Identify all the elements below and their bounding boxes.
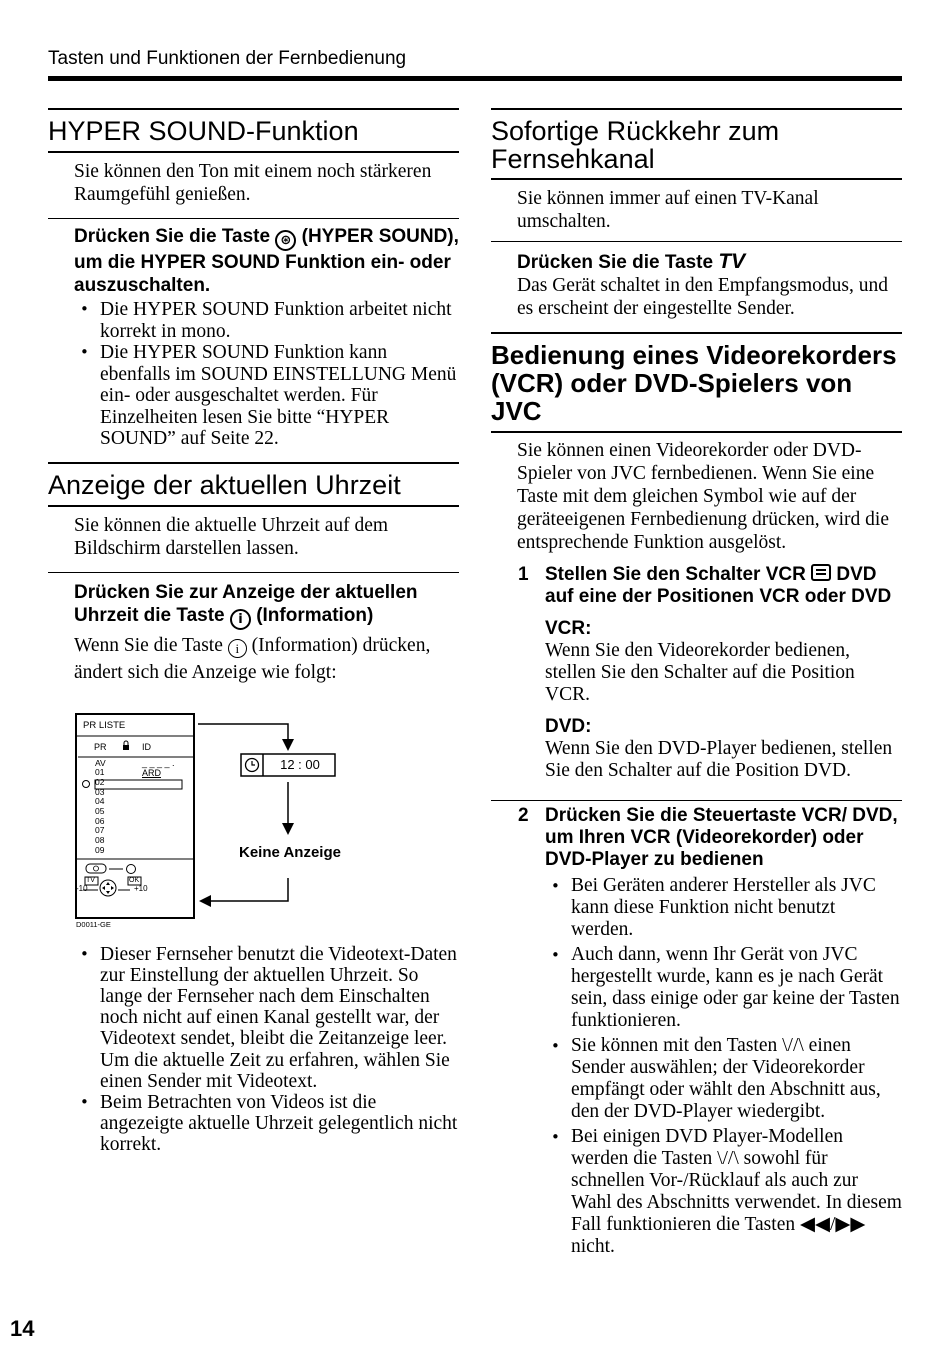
vcr-step-1	[491, 564, 902, 608]
clock-display-diagram	[48, 712, 459, 934]
tv-key-label: TV	[86, 876, 95, 884]
display-cycle-figure	[48, 712, 459, 934]
minus10-label: -10	[76, 883, 88, 893]
list-item: 06	[95, 815, 105, 826]
vcr-intro: Sie können einen Videorekorder oder DVD-Spieler von JVC fernbedienen. Wenn Sie eine Taste mit dem gleichen Symbol wie auf der geräteeigenen Fernbedienung drücken, wird die entsprechende Funktion ausgelöst.	[517, 440, 889, 553]
dvd-label: DVD:	[545, 716, 592, 737]
clock-body	[48, 632, 459, 686]
menu-col-pr: PR	[94, 741, 107, 752]
list-item: 04	[95, 796, 105, 807]
clock-time: 12 : 00	[280, 756, 320, 772]
plus10-label: +10	[134, 883, 148, 893]
section-title-tv-return: Sofortige Rückkehr zum Fernsehkanal	[491, 108, 902, 180]
list-item: • Auch dann, wenn Ihr Gerät von JVC hergestellt wurde, kann es je nach Gerät sein, dass einige oder gar keine der Tasten funktionieren.	[545, 944, 902, 1032]
hyper-sound-intro: Sie können den Ton mit einem noch stärkeren Raumgefühl genießen.	[48, 153, 459, 219]
step-divider	[491, 800, 902, 801]
list-item: • Bei Geräten anderer Hersteller als JVC kann diese Funktion nicht benutzt werden.	[545, 875, 902, 941]
clock-step	[48, 581, 459, 630]
step-text: DVD auf eine der Positionen VCR oder DVD	[545, 564, 892, 607]
clock-notes	[48, 944, 459, 1156]
running-head: Tasten und Funktionen der Fernbedienung	[48, 48, 407, 69]
hyper-sound-step	[48, 225, 459, 297]
list-item: • Die HYPER SOUND Funktion kann ebenfalls im SOUND EINSTELLUNG Menü ein- oder ausgeschaltet werden. Für Einzelheiten lesen Sie bitte “HYPER SOUND” auf Seite 22.	[74, 342, 459, 450]
no-display-label: Keine Anzeige	[239, 843, 341, 861]
menu-title: PR LISTE	[83, 719, 126, 731]
list-item: 02	[95, 776, 105, 787]
list-item: 05	[95, 806, 105, 817]
step-number: 2	[518, 805, 529, 826]
list-item: 03	[95, 786, 105, 797]
body-text: (Information) drücken, ändert sich die Anzeige wie folgt:	[74, 634, 431, 683]
list-item: 09	[95, 844, 105, 855]
ok-key-label: OK	[129, 876, 140, 884]
section-title-clock: Anzeige der aktuellen Uhrzeit	[48, 462, 459, 507]
list-item: • Beim Betrachten von Videos ist die angezeigte aktuelle Uhrzeit gelegentlich nicht korrekt.	[74, 1092, 459, 1156]
list-item: AV	[95, 757, 106, 768]
menu-col-id: ID	[142, 741, 151, 752]
right-column	[491, 108, 902, 1261]
page-number: 14	[10, 1316, 35, 1341]
list-item: • Die HYPER SOUND Funktion arbeitet nicht korrekt in mono.	[74, 299, 459, 342]
step-text: Stellen Sie den Schalter VCR	[545, 564, 806, 585]
hyper-sound-notes	[48, 299, 459, 450]
section-title-vcr: Bedienung eines Videorekorders (VCR) oder DVD-Spielers von JVC	[491, 341, 902, 433]
menu-row01-id: ARD	[142, 767, 162, 778]
section-title-hyper-sound: HYPER SOUND-Funktion	[48, 108, 459, 153]
body-text: Wenn Sie die Taste	[74, 634, 223, 656]
tv-return-step	[491, 250, 902, 274]
step-text: Drücken Sie zur Anzeige der aktuellen Uhrzeit die Taste	[74, 581, 418, 626]
header-rule	[48, 76, 902, 81]
channel-list	[95, 759, 106, 856]
vcr-dvd-switch-icon	[811, 564, 831, 581]
step-text: Drücken Sie die Taste	[517, 252, 714, 273]
step-number: 1	[518, 564, 529, 585]
list-item: • Sie können mit den Tasten \//\ einen Sender auswählen; der Videorekorder empfängt oder wählt den Abschnitt aus, den der DVD-Player wiedergibt.	[545, 1035, 902, 1123]
clock-intro: Sie können die aktuelle Uhrzeit auf dem Bildschirm darstellen lassen.	[48, 507, 459, 573]
list-item: 01	[95, 767, 105, 778]
hyper-sound-icon: ⊛	[275, 230, 296, 251]
step-text: (HYPER SOUND), um die HYPER SOUND Funktion ein- oder auszuschalten.	[74, 226, 459, 296]
vcr-notes	[491, 875, 902, 1258]
list-item: 08	[95, 835, 105, 846]
tv-return-intro: Sie können immer auf einen TV-Kanal umschalten.	[491, 180, 902, 242]
tv-icon: TV	[718, 250, 746, 273]
menu-av-dashes: _ _ _ _ .	[142, 757, 175, 768]
step-text: (Information)	[256, 604, 374, 626]
dvd-text: Wenn Sie den DVD-Player bedienen, stellen Sie den Schalter auf die Position DVD.	[545, 738, 893, 781]
diagram-code: D0011-GE	[76, 919, 111, 929]
tv-return-body: Das Gerät schaltet in den Empfangsmodus, und es erscheint der eingestellte Sender.	[491, 274, 902, 334]
list-item: • Dieser Fernseher benutzt die Videotext-Daten zur Einstellung der aktuellen Uhrzeit. So lange der Fernseher nach dem Einschalten noch nicht auf einen Kanal gestellt war, der Videotext sendet, bleibt die Zeitanzeige leer. Um die aktuelle Zeit zu erfahren, wählen Sie einen Sender mit Videotext.	[74, 944, 459, 1092]
step-text: Drücken Sie die Taste	[74, 226, 271, 247]
left-column	[48, 108, 459, 1156]
vcr-label: VCR:	[545, 618, 592, 639]
list-item: • Bei einigen DVD Player-Modellen werden die Tasten \//\ sowohl für schnellen Vor-/Rücklauf als auch zur Wahl des Abschnitts verwendet. In diesem Fall funktionieren die Tasten ◀◀/▶▶ nicht.	[545, 1126, 902, 1258]
info-icon: i	[230, 609, 251, 630]
step-text: Drücken Sie die Steuertaste VCR/ DVD, um Ihren VCR (Videorekorder) oder DVD-Player zu bedienen	[545, 805, 898, 870]
info-icon: i	[228, 639, 247, 658]
list-item: 07	[95, 825, 105, 836]
vcr-options	[491, 618, 902, 782]
vcr-step-2	[491, 805, 902, 871]
vcr-text: Wenn Sie den Videorekorder bedienen, stellen Sie den Schalter auf die Position VCR.	[545, 640, 855, 705]
